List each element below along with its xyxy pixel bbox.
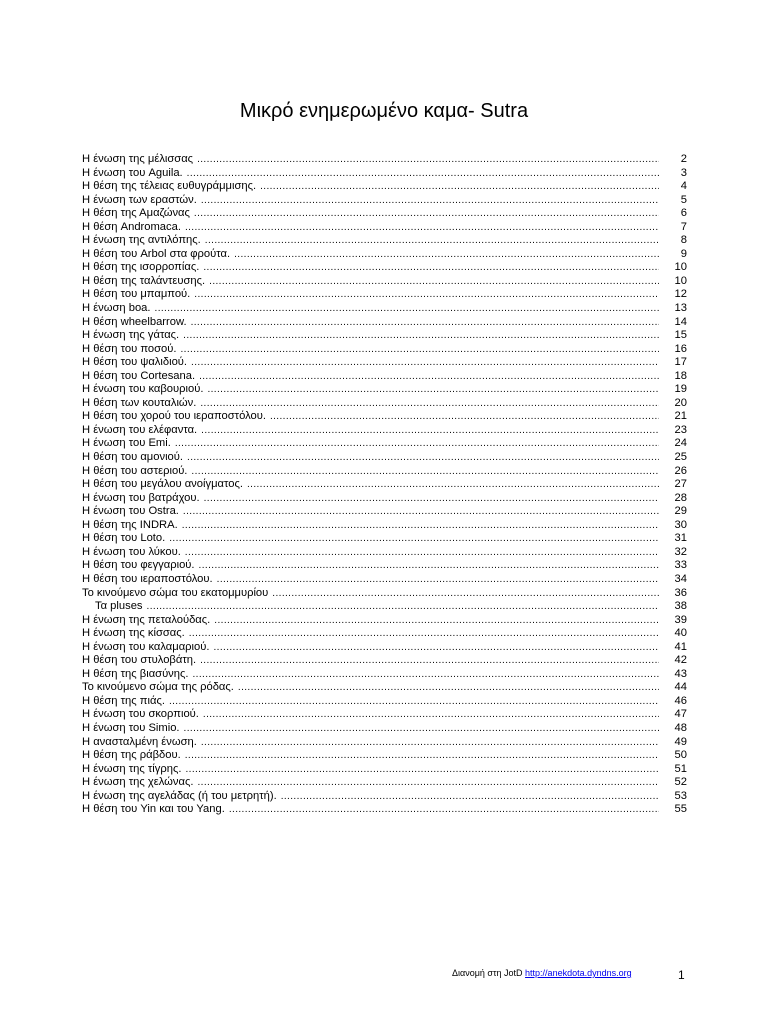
toc-entry-page: 8 xyxy=(680,234,687,247)
toc-entry-page: 13 xyxy=(674,302,687,315)
toc-entry[interactable] xyxy=(82,790,687,804)
dot-leader xyxy=(185,221,659,235)
dot-leader xyxy=(180,343,659,357)
toc-entry[interactable] xyxy=(82,261,687,275)
toc-entry[interactable] xyxy=(82,695,687,709)
page-title: Μικρό ενημερωμένο καμα- Sutra xyxy=(239,100,529,122)
toc-entry-label: Τα pluses xyxy=(95,600,143,613)
toc-entry-page: 29 xyxy=(674,505,687,518)
dot-leader xyxy=(182,519,659,533)
toc-entry[interactable] xyxy=(82,167,687,181)
toc-entry-label: Η θέση του χορού του ιεραποστόλου. xyxy=(82,410,266,423)
dot-leader xyxy=(169,695,659,709)
toc-entry-page: 30 xyxy=(674,518,687,531)
dot-leader xyxy=(238,681,659,695)
toc-entry-label: Η θέση της ταλάντευσης. xyxy=(82,274,206,287)
toc-entry-label: Η θέση του ποσού. xyxy=(82,342,177,355)
toc-entry[interactable] xyxy=(82,681,687,695)
dot-leader xyxy=(217,573,659,587)
toc-entry-label: Το κινούμενο σώμα της ρόδας. xyxy=(82,681,234,694)
toc-entry-page: 3 xyxy=(680,166,687,179)
dot-leader xyxy=(199,370,659,384)
toc-entry-label: Η ανασταλμένη ένωση. xyxy=(82,735,197,748)
toc-entry-page: 25 xyxy=(674,451,687,464)
dot-leader xyxy=(260,180,659,194)
dot-leader xyxy=(187,451,659,465)
toc-entry[interactable] xyxy=(82,668,687,682)
toc-entry[interactable] xyxy=(82,492,687,506)
toc-entry[interactable] xyxy=(82,194,687,208)
dot-leader xyxy=(272,587,659,601)
toc-entry-label: Η ένωση της πεταλούδας. xyxy=(82,613,211,626)
toc-entry[interactable] xyxy=(82,505,687,519)
toc-entry-label: Η θέση του ιεραποστόλου. xyxy=(82,572,213,585)
toc-entry-label: Η θέση της INDRA. xyxy=(82,518,178,531)
toc-entry[interactable] xyxy=(82,248,687,262)
toc-entry-label: Το κινούμενο σώμα του εκατομμυρίου xyxy=(82,586,269,599)
toc-entry[interactable] xyxy=(82,736,687,750)
toc-entry[interactable] xyxy=(82,559,687,573)
toc-entry-label: Η θέση του Arbol στα φρούτα. xyxy=(82,247,231,260)
toc-entry-page: 38 xyxy=(674,600,687,613)
dot-leader xyxy=(205,234,659,248)
toc-entry-label: Η ένωση του βατράχου. xyxy=(82,491,200,504)
toc-entry[interactable] xyxy=(82,424,687,438)
toc-entry[interactable] xyxy=(82,749,687,763)
toc-entry-page: 14 xyxy=(674,315,687,328)
toc-entry-label: Η θέση της βιασύνης. xyxy=(82,667,189,680)
toc-entry-page: 9 xyxy=(680,247,687,260)
toc-entry-page: 31 xyxy=(674,532,687,545)
toc-entry-label: Η θέση του μεγάλου ανοίγματος. xyxy=(82,478,243,491)
dot-leader xyxy=(191,356,659,370)
toc-entry-label: Η ένωση της τίγρης. xyxy=(82,762,182,775)
toc-entry-label: Η θέση της ισορροπίας. xyxy=(82,261,200,274)
toc-entry[interactable] xyxy=(82,465,687,479)
toc-entry-page: 17 xyxy=(674,356,687,369)
toc-entry[interactable] xyxy=(82,383,687,397)
toc-entry-label: Η θέση της πιάς. xyxy=(82,694,165,707)
dot-leader xyxy=(191,316,659,330)
dot-leader xyxy=(214,614,659,628)
toc-entry-label: Η θέση της ράβδου. xyxy=(82,749,181,762)
dot-leader xyxy=(281,790,659,804)
toc-entry-label: Η ένωση της αντιλόπης. xyxy=(82,234,201,247)
dot-leader xyxy=(203,261,659,275)
dot-leader xyxy=(213,641,659,655)
table-of-contents xyxy=(82,153,687,817)
toc-entry-page: 43 xyxy=(674,667,687,680)
toc-entry[interactable] xyxy=(82,329,687,343)
toc-entry-label: Η θέση wheelbarrow. xyxy=(82,315,187,328)
toc-entry-page: 28 xyxy=(674,491,687,504)
toc-entry-page: 32 xyxy=(674,545,687,558)
toc-entry[interactable] xyxy=(82,397,687,411)
toc-entry-label: Η ένωση boa. xyxy=(82,302,151,315)
toc-entry-label: Η ένωση του Simio. xyxy=(82,721,180,734)
toc-entry-label: Η ένωση του λύκου. xyxy=(82,545,181,558)
toc-entry[interactable] xyxy=(82,600,687,614)
toc-entry-label: Η θέση της τέλειας ευθυγράμμισης. xyxy=(82,180,257,193)
toc-entry[interactable] xyxy=(82,302,687,316)
toc-entry-page: 20 xyxy=(674,396,687,409)
dot-leader xyxy=(197,153,659,167)
dot-leader xyxy=(189,627,659,641)
dot-leader xyxy=(200,654,659,668)
dot-leader xyxy=(187,167,659,181)
toc-entry[interactable] xyxy=(82,776,687,790)
toc-entry-label: Η θέση του Yin και του Yang. xyxy=(82,803,225,816)
toc-entry-page: 36 xyxy=(674,586,687,599)
toc-entry-label: Η θέση του αστεριού. xyxy=(82,464,188,477)
dot-leader xyxy=(204,492,659,506)
toc-entry-page: 12 xyxy=(674,288,687,301)
page-number: 1 xyxy=(678,968,685,982)
toc-entry-page: 24 xyxy=(674,437,687,450)
dot-leader xyxy=(191,465,659,479)
toc-entry-label: Η θέση των κουταλιών. xyxy=(82,396,197,409)
toc-entry[interactable] xyxy=(82,478,687,492)
dot-leader xyxy=(184,722,659,736)
toc-entry-page: 10 xyxy=(674,261,687,274)
toc-entry-label: Η ένωση της γάτας. xyxy=(82,329,180,342)
dot-leader xyxy=(155,302,659,316)
toc-entry-label: Η ένωση της κίσσας. xyxy=(82,627,185,640)
dot-leader xyxy=(185,546,659,560)
toc-entry[interactable] xyxy=(82,343,687,357)
toc-entry[interactable] xyxy=(82,532,687,546)
dot-leader xyxy=(185,749,659,763)
toc-entry[interactable] xyxy=(82,519,687,533)
toc-entry[interactable] xyxy=(82,316,687,330)
footer-text: Διανομή στη JotD xyxy=(452,968,526,978)
toc-entry[interactable] xyxy=(82,180,687,194)
dot-leader xyxy=(147,600,659,614)
footer xyxy=(452,968,632,978)
toc-entry[interactable] xyxy=(82,708,687,722)
toc-entry-page: 39 xyxy=(674,613,687,626)
toc-entry[interactable] xyxy=(82,654,687,668)
toc-entry-label: Η θέση του φεγγαριού. xyxy=(82,559,195,572)
footer-link[interactable]: http://anekdota.dyndns.org xyxy=(525,968,632,978)
toc-entry-page: 33 xyxy=(674,559,687,572)
dot-leader xyxy=(185,763,659,777)
dot-leader xyxy=(183,505,659,519)
toc-entry-label: Η ένωση των εραστών. xyxy=(82,193,197,206)
toc-entry-page: 10 xyxy=(674,274,687,287)
toc-entry-label: Η ένωση του ελέφαντα. xyxy=(82,423,198,436)
toc-entry-label: Η θέση του Cortesana. xyxy=(82,369,196,382)
toc-entry-page: 49 xyxy=(674,735,687,748)
toc-entry-page: 40 xyxy=(674,627,687,640)
toc-entry-page: 21 xyxy=(674,410,687,423)
toc-entry-page: 15 xyxy=(674,329,687,342)
toc-entry[interactable] xyxy=(82,627,687,641)
toc-entry-label: Η θέση Andromaca. xyxy=(82,220,181,233)
dot-leader xyxy=(234,248,659,262)
toc-entry-label: Η θέση του ψαλιδιού. xyxy=(82,356,188,369)
dot-leader xyxy=(169,532,659,546)
toc-entry[interactable] xyxy=(82,288,687,302)
toc-entry-page: 53 xyxy=(674,789,687,802)
dot-leader xyxy=(229,803,659,817)
toc-entry-page: 4 xyxy=(680,180,687,193)
dot-leader xyxy=(203,708,659,722)
toc-entry-page: 46 xyxy=(674,694,687,707)
toc-entry-label: Η ένωση του Ostra. xyxy=(82,505,179,518)
toc-entry-label: Η ένωση του σκορπιού. xyxy=(82,708,199,721)
toc-entry-page: 47 xyxy=(674,708,687,721)
toc-entry-label: Η θέση του μπαμπού. xyxy=(82,288,191,301)
toc-entry-page: 44 xyxy=(674,681,687,694)
dot-leader xyxy=(201,736,659,750)
toc-entry[interactable] xyxy=(82,410,687,424)
toc-entry[interactable] xyxy=(82,221,687,235)
toc-entry-page: 52 xyxy=(674,776,687,789)
toc-entry-label: Η θέση του Loto. xyxy=(82,532,166,545)
toc-entry-label: Η ένωση του Emi. xyxy=(82,437,171,450)
toc-entry-page: 51 xyxy=(674,762,687,775)
toc-entry[interactable] xyxy=(82,275,687,289)
toc-entry-page: 42 xyxy=(674,654,687,667)
toc-entry-page: 5 xyxy=(680,193,687,206)
toc-entry[interactable] xyxy=(82,641,687,655)
toc-entry-label: Η ένωση του καβουριού. xyxy=(82,383,204,396)
toc-entry-label: Η ένωση του Aguila. xyxy=(82,166,183,179)
toc-entry[interactable] xyxy=(82,573,687,587)
dot-leader xyxy=(270,410,659,424)
dot-leader xyxy=(247,478,659,492)
toc-entry[interactable] xyxy=(82,437,687,451)
toc-entry-label: Η ένωση της αγελάδας (ή του μετρητή). xyxy=(82,789,277,802)
dot-leader xyxy=(183,329,659,343)
toc-entry[interactable] xyxy=(82,722,687,736)
toc-entry-label: Η ένωση του καλαμαριού. xyxy=(82,640,210,653)
toc-entry[interactable] xyxy=(82,803,687,817)
toc-entry-page: 18 xyxy=(674,369,687,382)
dot-leader xyxy=(194,288,659,302)
dot-leader xyxy=(175,437,659,451)
toc-entry[interactable] xyxy=(82,451,687,465)
toc-entry-page: 23 xyxy=(674,423,687,436)
toc-entry-label: Η θέση του αμονιού. xyxy=(82,451,184,464)
dot-leader xyxy=(209,275,659,289)
toc-entry-label: Η ένωση της μέλισσας xyxy=(82,153,194,165)
toc-entry-page: 26 xyxy=(674,464,687,477)
toc-entry[interactable] xyxy=(82,370,687,384)
toc-entry[interactable] xyxy=(82,234,687,248)
toc-entry-page: 6 xyxy=(680,207,687,220)
dot-leader xyxy=(207,383,659,397)
toc-entry-label: Η ένωση της χελώνας. xyxy=(82,776,194,789)
toc-entry[interactable] xyxy=(82,614,687,628)
dot-leader xyxy=(199,559,659,573)
toc-entry-page: 2 xyxy=(680,153,687,165)
toc-entry-page: 50 xyxy=(674,749,687,762)
toc-entry[interactable] xyxy=(82,207,687,221)
toc-entry-page: 48 xyxy=(674,721,687,734)
toc-entry-page: 19 xyxy=(674,383,687,396)
toc-entry-page: 27 xyxy=(674,478,687,491)
dot-leader xyxy=(193,668,660,682)
toc-entry[interactable] xyxy=(82,546,687,560)
toc-entry-label: Η θέση του στυλοβάτη. xyxy=(82,654,197,667)
toc-entry-page: 41 xyxy=(674,640,687,653)
toc-entry-page: 34 xyxy=(674,572,687,585)
toc-entry-page: 7 xyxy=(680,220,687,233)
dot-leader xyxy=(201,424,659,438)
dot-leader xyxy=(200,397,659,411)
toc-entry[interactable] xyxy=(82,356,687,370)
dot-leader xyxy=(197,776,659,790)
dot-leader xyxy=(194,207,659,221)
toc-entry[interactable] xyxy=(82,587,687,601)
toc-entry-page: 16 xyxy=(674,342,687,355)
toc-entry[interactable] xyxy=(82,763,687,777)
toc-entry[interactable] xyxy=(82,153,687,167)
dot-leader xyxy=(201,194,659,208)
toc-entry-page: 55 xyxy=(674,803,687,816)
toc-entry-label: Η θέση της Αμαζώνας xyxy=(82,207,190,220)
